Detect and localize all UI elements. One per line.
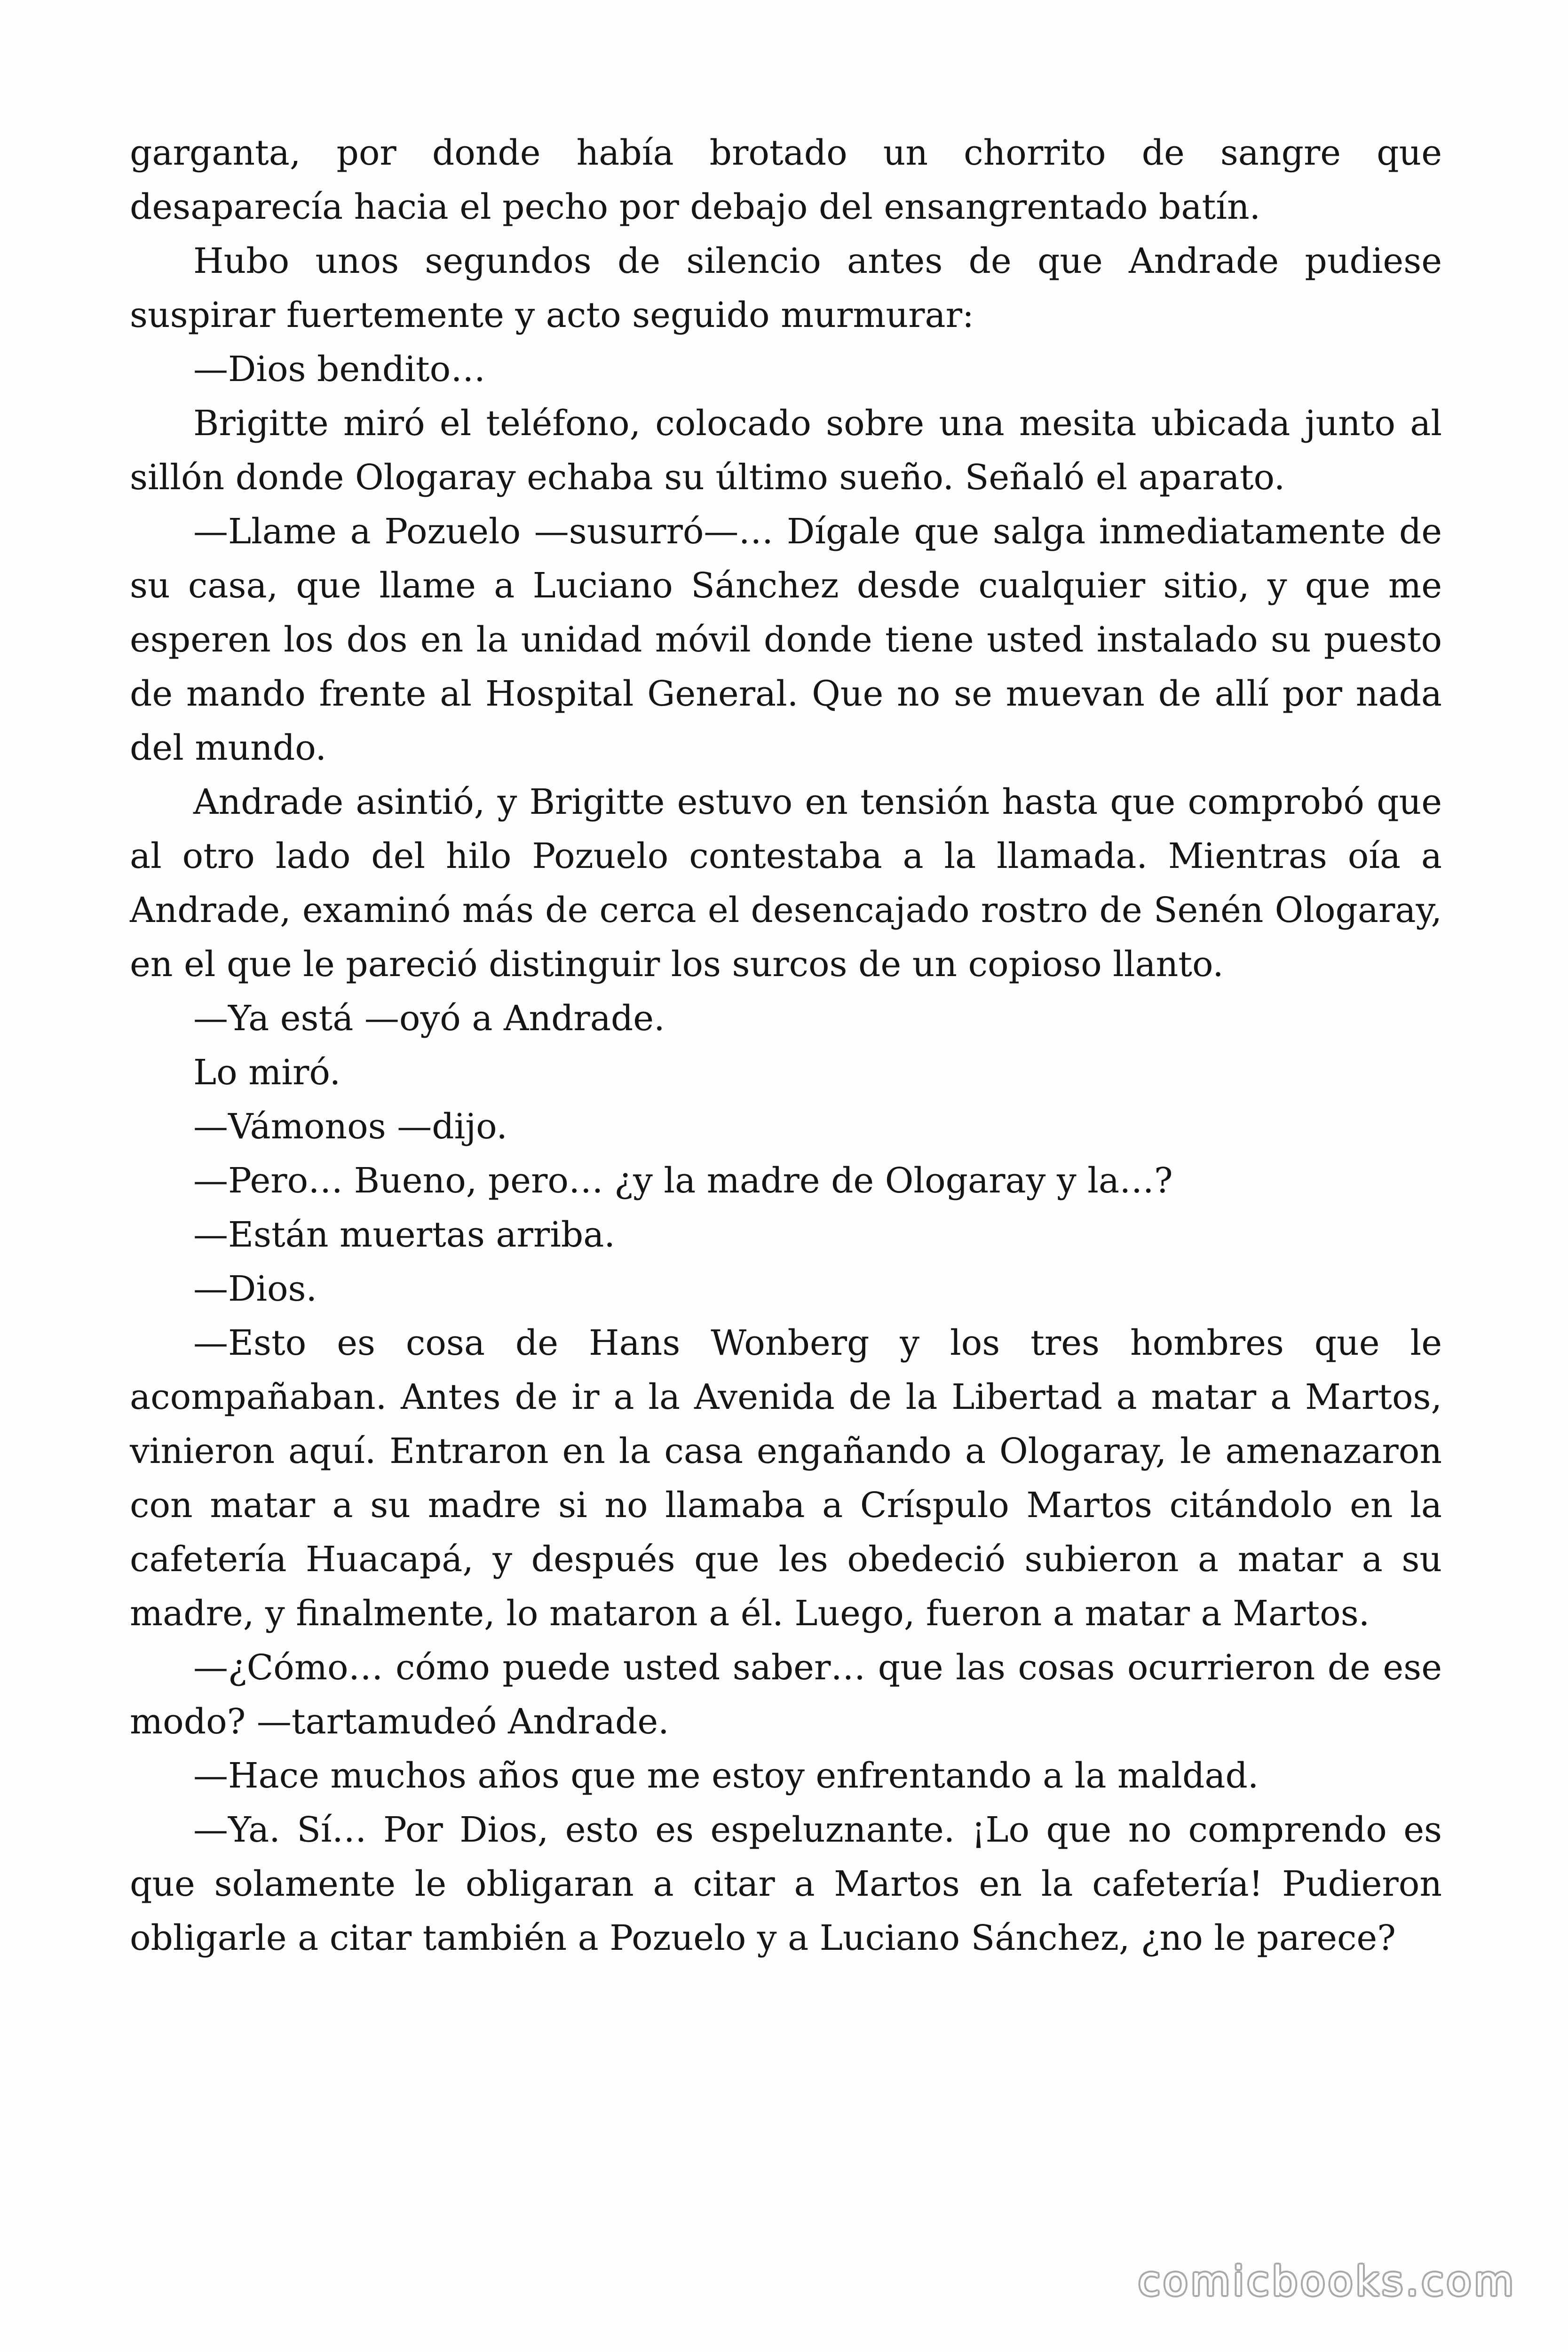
paragraph-4: Brigitte miró el teléfono, colocado sobre una mesita ubicada junto al sillón donde Ologaray echaba su último sueño. Señaló el aparato. (130, 403, 1442, 498)
paragraph-8: Lo miró. (193, 1052, 341, 1093)
watermark: comicbooks.com (1138, 2258, 1516, 2305)
paragraph-5: —Llame a Pozuelo —susurró—… Dígale que salga inmediatamente de su casa, que llame a Luciano Sánchez desde cualquier sitio, y que me esperen los dos en la unidad móvil donde tiene usted instalado su puesto de mando frente al Hospital General. Que no se muevan de allí por nada del mundo. (130, 511, 1442, 768)
paragraph-12: —Dios. (193, 1269, 317, 1309)
paragraph-15: —Hace muchos años que me estoy enfrentando a la maldad. (193, 1756, 1259, 1796)
paragraph-13: —Esto es cosa de Hans Wonberg y los tres hombres que le acompañaban. Antes de ir a la Avenida de la Libertad a matar a Martos, vinieron aquí. Entraron en la casa engañando a Ologaray, le amenazaron con matar a su madre si no llamaba a Críspulo Martos citándolo en la cafetería Huacapá, y después que les obedeció subieron a matar a su madre, y finalmente, lo mataron a él. Luego, fueron a matar a Martos. (130, 1323, 1442, 1634)
paragraph-3: —Dios bendito… (193, 349, 486, 389)
paragraph-6: Andrade asintió, y Brigitte estuvo en tensión hasta que comprobó que al otro lado del hilo Pozuelo contestaba a la llamada. Mientras oía a Andrade, examinó más de cerca el desencajado rostro de Senén Ologaray, en el que le pareció distinguir los surcos de un copioso llanto. (130, 782, 1442, 985)
paragraph-11: —Están muertas arriba. (193, 1215, 615, 1255)
paragraph-14: —¿Cómo… cómo puede usted saber… que las cosas ocurrieron de ese modo? —tartamudeó Andrade. (130, 1647, 1442, 1742)
body-text (130, 126, 1442, 1965)
paragraph-10: —Pero… Bueno, pero… ¿y la madre de Ologaray y la…? (193, 1160, 1173, 1201)
paragraph-9: —Vámonos —dijo. (193, 1106, 507, 1147)
paragraph-2: Hubo unos segundos de silencio antes de que Andrade pudiese suspirar fuertemente y acto seguido murmurar: (130, 241, 1442, 335)
paragraph-16: —Ya. Sí… Por Dios, esto es espeluznante. ¡Lo que no comprendo es que solamente le obligaran a citar a Martos en la cafetería! Pudieron obligarle a citar también a Pozuelo y a Luciano Sánchez, ¿no le parece? (130, 1810, 1442, 1958)
paragraph-7: —Ya está —oyó a Andrade. (193, 998, 665, 1039)
paragraph-1: garganta, por donde había brotado un chorrito de sangre que desaparecía hacia el pecho por debajo del ensangrentado batín. (130, 133, 1442, 227)
